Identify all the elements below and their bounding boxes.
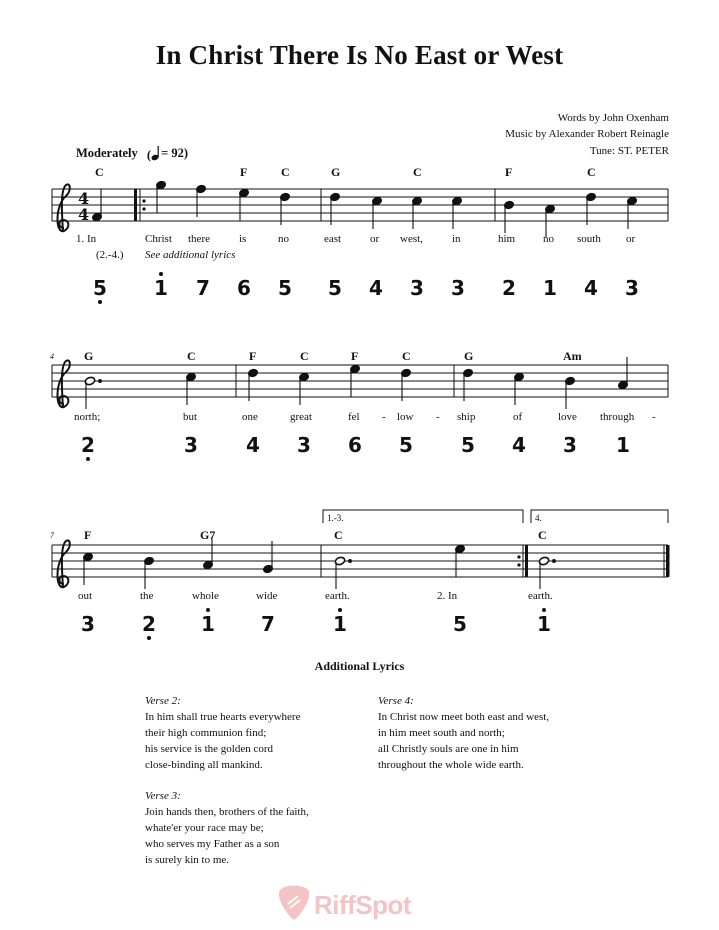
scale-degree-value: 2 — [81, 433, 95, 457]
tempo-marking: Moderately ( = 92) — [76, 146, 188, 162]
chord-symbol: C — [95, 165, 104, 179]
scale-degree — [78, 614, 98, 634]
chord-symbol: C — [300, 349, 309, 363]
measure-number: 7 — [50, 531, 54, 540]
chord-symbol: F — [505, 165, 513, 179]
lyric-syllable: out — [78, 590, 93, 602]
song-title: In Christ There Is No East or West — [155, 40, 564, 70]
upper-octave-dot — [338, 608, 342, 612]
lyric-syllable: no — [543, 233, 554, 245]
verse-line: who serves my Father as a son — [145, 838, 280, 850]
verse-line: close-binding all mankind. — [145, 759, 263, 771]
lyric-syllable: love — [558, 411, 577, 423]
scale-degree — [325, 278, 345, 298]
tune-credit: Tune: ST. PETER — [589, 145, 669, 157]
tempo-bpm: = 92 — [161, 146, 184, 160]
scale-degree — [78, 435, 98, 455]
chord-symbol: C — [402, 349, 411, 363]
see-additional-lyrics-note: See additional lyrics — [145, 249, 236, 261]
lyric-syllable: east — [324, 233, 342, 245]
lower-octave-dot — [147, 636, 151, 640]
lyric-hyphen: - — [382, 411, 386, 423]
scale-degree-value: 5 — [461, 433, 475, 457]
scale-degree-value: 3 — [297, 433, 311, 457]
scale-degree-value: 5 — [399, 433, 413, 457]
lower-octave-dot — [86, 457, 90, 461]
scale-degree-value: 1 — [154, 276, 168, 300]
verse-range-label: (2.-4.) — [96, 249, 124, 261]
upper-octave-dot — [206, 608, 210, 612]
verse-line: their high communion find; — [145, 727, 267, 739]
scale-degree — [407, 278, 427, 298]
scale-degree — [509, 435, 529, 455]
verse-block — [145, 788, 309, 868]
verse-line: Join hands then, brothers of the faith, — [145, 806, 309, 818]
lyric-syllable: south — [577, 233, 601, 245]
scale-degree-value: 3 — [184, 433, 198, 457]
scale-degree-value: 7 — [261, 612, 275, 636]
lyric-hyphen: - — [436, 411, 440, 423]
chord-symbol: Am — [563, 349, 582, 363]
first-ending-label: 1.-3. — [327, 513, 344, 523]
lyric-syllable: through — [600, 411, 635, 423]
scale-degree-value: 1 — [616, 433, 630, 457]
scale-degree — [243, 435, 263, 455]
scale-degree-value: 4 — [369, 276, 383, 300]
quarter-note-icon: ( — [147, 145, 161, 163]
scale-degree-value: 2 — [142, 612, 156, 636]
upper-octave-dot — [542, 608, 546, 612]
additional-lyrics-heading: Additional Lyrics — [314, 659, 405, 673]
scale-degree — [193, 278, 213, 298]
lyric-syllable: north; — [74, 411, 101, 423]
verse-block — [145, 693, 300, 773]
verse-label: Verse 4: — [378, 695, 414, 707]
scale-degree — [258, 614, 278, 634]
chord-symbol: C — [413, 165, 422, 179]
scale-degree-value: 3 — [563, 433, 577, 457]
scale-degree — [581, 278, 601, 298]
chord-symbol: G — [464, 349, 474, 363]
lyric-syllable: or — [370, 233, 380, 245]
verse-line: whate'er your race may be; — [145, 822, 264, 834]
lyric-syllable: wide — [256, 590, 278, 602]
svg-text:4: 4 — [78, 189, 90, 208]
scale-degree-value: 4 — [246, 433, 260, 457]
scale-degree — [198, 614, 218, 634]
scale-degree-value: 3 — [81, 612, 95, 636]
scale-degree-value: 1 — [543, 276, 557, 300]
lyric-hyphen: - — [652, 411, 656, 423]
lyric-syllable: ship — [457, 411, 476, 423]
lyric-syllable: fel — [348, 411, 360, 423]
svg-text:4: 4 — [78, 205, 90, 224]
lyric-syllable: in — [452, 233, 461, 245]
scale-degree-value: 1 — [537, 612, 551, 636]
second-ending-label: 4. — [535, 513, 542, 523]
lyric-syllable: one — [242, 411, 258, 423]
scale-degree-value: 5 — [278, 276, 292, 300]
chord-symbol: C — [281, 165, 290, 179]
scale-degree-value: 3 — [625, 276, 639, 300]
scale-degree-value: 5 — [328, 276, 342, 300]
scale-degree-value: 7 — [196, 276, 210, 300]
verse-label: Verse 3: — [145, 790, 181, 802]
chord-symbol: F — [351, 349, 359, 363]
scale-degree — [345, 435, 365, 455]
scale-degree-value: 1 — [333, 612, 347, 636]
lyric-syllable: or — [626, 233, 636, 245]
chord-symbol: F — [249, 349, 257, 363]
verse-line: is surely kin to me. — [145, 854, 230, 866]
scale-degree — [450, 614, 470, 634]
guitar-pick-logo-icon — [276, 884, 312, 922]
scale-degree-value: 3 — [410, 276, 424, 300]
lower-octave-dot — [98, 300, 102, 304]
scale-degree — [275, 278, 295, 298]
tempo-label: Moderately — [76, 146, 138, 160]
chord-symbol: C — [538, 528, 547, 542]
scale-degree — [560, 435, 580, 455]
scale-degree — [622, 278, 642, 298]
chord-symbol: C — [187, 349, 196, 363]
chord-symbol: C — [587, 165, 596, 179]
scale-degree — [458, 435, 478, 455]
scale-degree — [396, 435, 416, 455]
lyric-syllable: 2. In — [437, 590, 458, 602]
upper-octave-dot — [159, 272, 163, 276]
scale-degree — [540, 278, 560, 298]
scale-degree-value: 5 — [93, 276, 107, 300]
scale-degree-value: 6 — [237, 276, 251, 300]
scale-degree — [448, 278, 468, 298]
verse-line: In Christ now meet both east and west, — [378, 711, 550, 723]
verse-line: In him shall true hearts everywhere — [145, 711, 301, 723]
words-credit: Words by John Oxenham — [557, 112, 669, 124]
chord-symbol: F — [240, 165, 248, 179]
lyric-syllable: is — [239, 233, 247, 245]
lyric-syllable: him — [498, 233, 516, 245]
verse-line: throughout the whole wide earth. — [378, 759, 524, 771]
verse-line: all Christly souls are one in him — [378, 743, 519, 755]
scale-degree — [613, 435, 633, 455]
lyric-syllable: no — [278, 233, 289, 245]
scale-degree — [330, 614, 350, 634]
chord-symbol: C — [334, 528, 343, 542]
scale-degree — [366, 278, 386, 298]
verse-label: Verse 2: — [145, 695, 181, 707]
scale-degree-value: 5 — [453, 612, 467, 636]
lyric-syllable: low — [397, 411, 414, 423]
scale-degree — [534, 614, 554, 634]
lyric-syllable: of — [513, 411, 523, 423]
scale-degree-value: 3 — [451, 276, 465, 300]
scale-degree — [234, 278, 254, 298]
lyric-syllable: the — [140, 590, 154, 602]
scale-degree — [151, 278, 171, 298]
scale-degree — [139, 614, 159, 634]
scale-degree-value: 1 — [201, 612, 215, 636]
scale-degree — [294, 435, 314, 455]
lyric-syllable: 1. In — [76, 233, 97, 245]
chord-symbol: G — [84, 349, 94, 363]
chord-symbol: G7 — [200, 528, 216, 542]
scale-degree-value: 6 — [348, 433, 362, 457]
lyric-syllable: great — [290, 411, 312, 423]
music-credit: Music by Alexander Robert Reinagle — [505, 128, 669, 140]
lyric-syllable: west, — [400, 233, 423, 245]
brand-logo-text: RiffSpot — [314, 890, 412, 920]
verse-line: in him meet south and north; — [378, 727, 505, 739]
chord-symbol: G — [331, 165, 341, 179]
lyric-syllable: but — [183, 411, 198, 423]
lyric-syllable: earth. — [325, 590, 350, 602]
lyric-syllable: earth. — [528, 590, 553, 602]
scale-degree — [499, 278, 519, 298]
scale-degree — [181, 435, 201, 455]
scale-degree-value: 4 — [584, 276, 598, 300]
scale-degree — [90, 278, 110, 298]
lyric-syllable: Christ — [145, 233, 172, 245]
lyric-syllable: there — [188, 233, 210, 245]
chord-symbol: F — [84, 528, 92, 542]
verse-block — [378, 693, 549, 773]
scale-degree-value: 4 — [512, 433, 526, 457]
scale-degree-value: 2 — [502, 276, 516, 300]
measure-number: 4 — [50, 352, 54, 361]
verse-line: his service is the golden cord — [145, 743, 273, 755]
lyric-syllable: whole — [192, 590, 219, 602]
